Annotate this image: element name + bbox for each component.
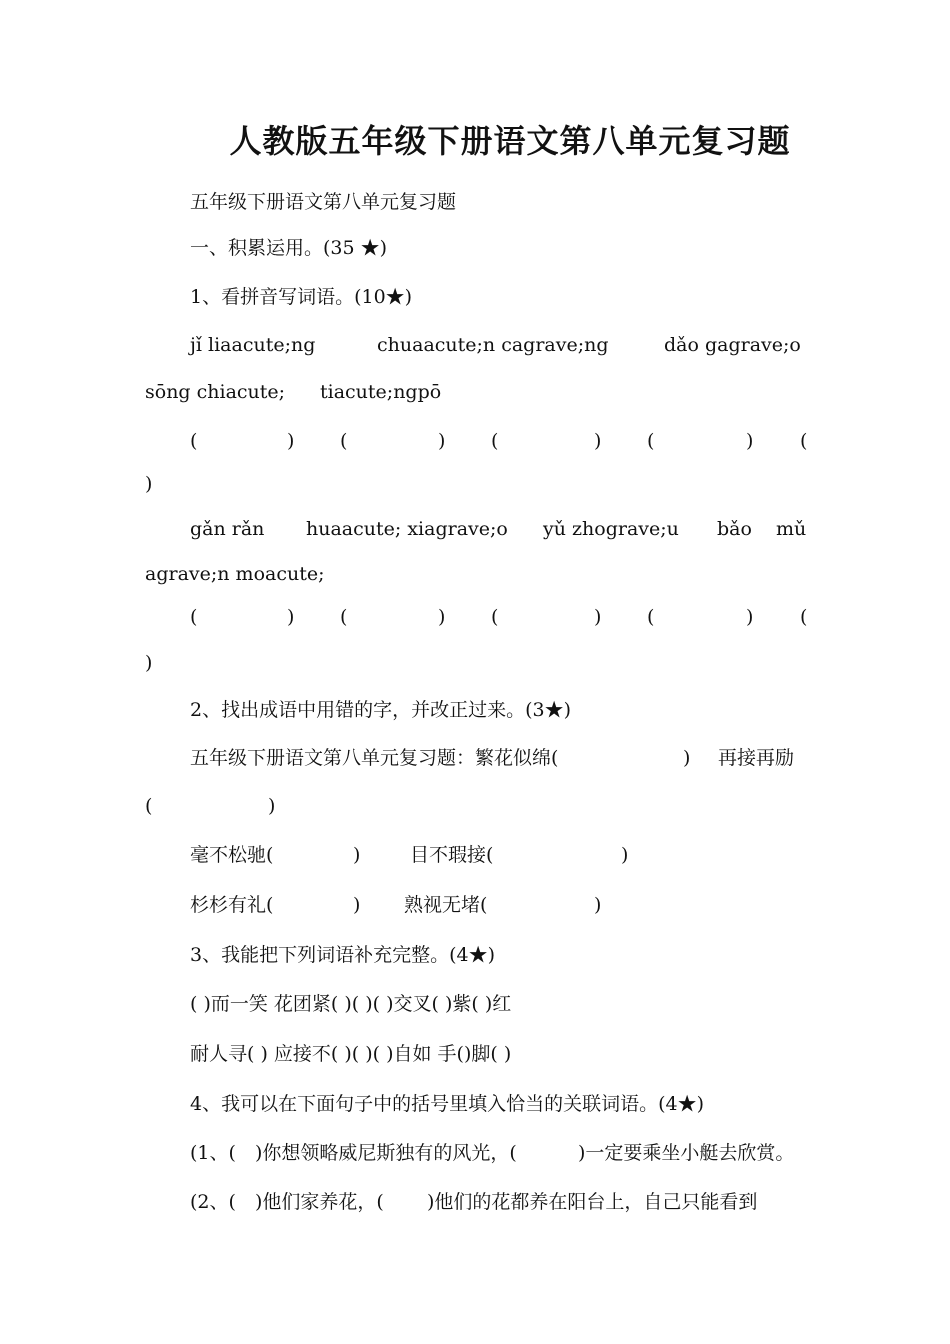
- pinyin-item: mǔ: [776, 518, 807, 540]
- answer-blank-open: (: [145, 795, 153, 817]
- pinyin-item: yǔ zhograve;u: [543, 518, 679, 540]
- pinyin-item: huaacute; xiagrave;o: [306, 518, 508, 540]
- fill-in-line: ( )而一笑 花团紧( )( )( )交叉( )紫( )红: [190, 993, 512, 1015]
- answer-blank-open: (: [491, 606, 499, 628]
- answer-blank-close: ): [438, 430, 446, 452]
- section-heading: 一、积累运用。(35 ★): [190, 237, 388, 259]
- answer-blank-close: ): [353, 894, 361, 916]
- sentence-part: )你想领略威尼斯独有的风光，(: [255, 1142, 517, 1164]
- question-1-heading: 1、看拼音写词语。(10★): [190, 286, 413, 308]
- idiom-item: 毫不松驰(: [190, 844, 274, 866]
- idiom-item: 杉杉有礼(: [190, 894, 274, 916]
- answer-blank-open: (: [647, 606, 655, 628]
- answer-blank-open: (: [340, 430, 348, 452]
- idiom-item: 目不瑕接(: [410, 844, 494, 866]
- question-4-heading: 4、我可以在下面句子中的括号里填入恰当的关联词语。(4★): [190, 1093, 705, 1115]
- question-2-heading: 2、找出成语中用错的字，并改正过来。(3★): [190, 699, 572, 721]
- answer-blank-open: (: [190, 606, 198, 628]
- answer-blank-close: ): [145, 473, 153, 495]
- answer-blank-open: (: [491, 430, 499, 452]
- sentence-part: )他们家养花，(: [255, 1191, 384, 1213]
- sentence-part: )他们的花都养在阳台上，自己只能看到: [427, 1191, 758, 1213]
- answer-blank-close: ): [438, 606, 446, 628]
- question-3-heading: 3、我能把下列词语补充完整。(4★): [190, 944, 496, 966]
- document-title: 人教版五年级下册语文第八单元复习题: [229, 122, 791, 160]
- answer-blank-close: ): [145, 652, 153, 674]
- answer-blank-open: (: [647, 430, 655, 452]
- pinyin-item: chuaacute;n cagrave;ng: [377, 334, 609, 356]
- pinyin-item: gǎn rǎn: [190, 518, 265, 540]
- fill-in-line: 耐人寻( ) 应接不( )( )( )自如 手()脚( ): [190, 1043, 512, 1065]
- answer-blank-close: ): [594, 894, 602, 916]
- answer-blank-close: ): [683, 747, 691, 769]
- idiom-item: 五年级下册语文第八单元复习题：繁花似绵(: [190, 747, 559, 769]
- answer-blank-open: (: [340, 606, 348, 628]
- answer-blank-close: ): [594, 430, 602, 452]
- answer-blank-open: (: [190, 430, 198, 452]
- answer-blank-close: ): [746, 430, 754, 452]
- sentence-part: )一定要乘坐小艇去欣赏。: [578, 1142, 795, 1164]
- answer-blank-close: ): [287, 606, 295, 628]
- subtitle-text: 五年级下册语文第八单元复习题: [190, 191, 457, 213]
- sentence-part: (2、(: [190, 1191, 236, 1213]
- pinyin-item: jǐ liaacute;ng: [190, 334, 316, 356]
- pinyin-item: sōng chiacute;: [145, 381, 286, 403]
- answer-blank-close: ): [594, 606, 602, 628]
- answer-blank-close: ): [621, 844, 629, 866]
- answer-blank-close: ): [287, 430, 295, 452]
- sentence-part: (1、(: [190, 1142, 236, 1164]
- pinyin-item: bǎo: [717, 518, 752, 540]
- pinyin-item: agrave;n moacute;: [145, 563, 325, 585]
- answer-blank-open: (: [800, 430, 808, 452]
- pinyin-item: dǎo gagrave;o: [664, 334, 801, 356]
- idiom-item: 熟视无堵(: [404, 894, 488, 916]
- answer-blank-open: (: [800, 606, 808, 628]
- pinyin-item: tiacute;ngpō: [320, 381, 442, 403]
- idiom-item: 再接再励: [718, 747, 795, 769]
- answer-blank-close: ): [746, 606, 754, 628]
- answer-blank-close: ): [353, 844, 361, 866]
- answer-blank-close: ): [268, 795, 276, 817]
